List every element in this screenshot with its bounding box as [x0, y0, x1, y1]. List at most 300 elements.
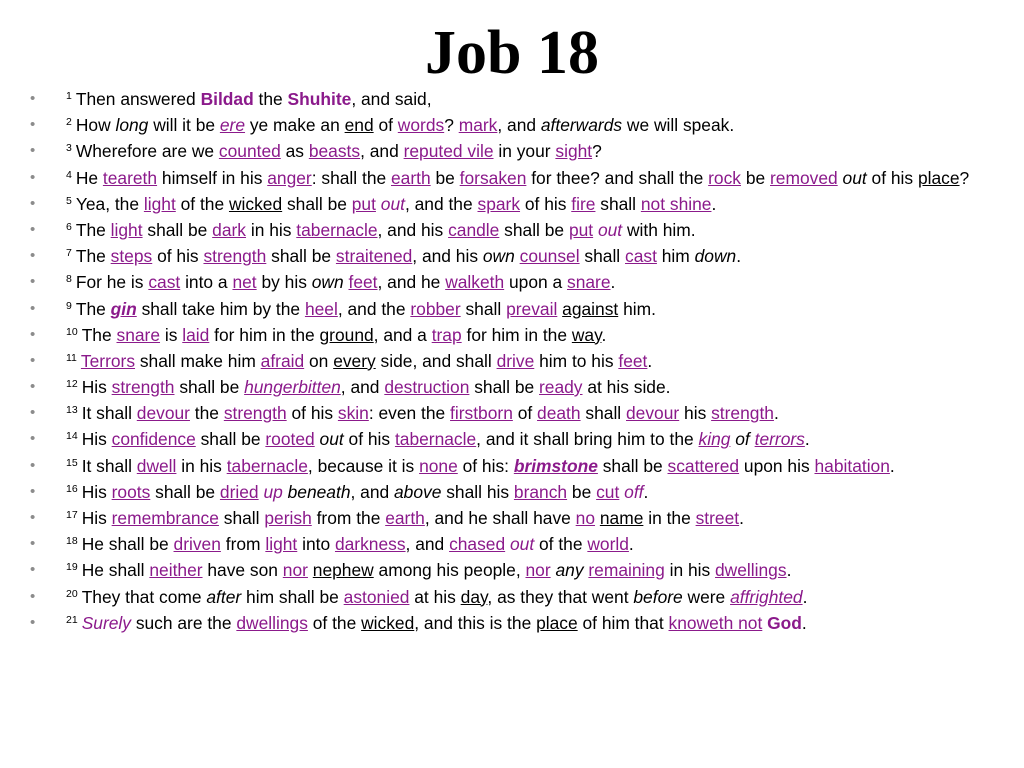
verse-number: 21 — [66, 613, 78, 626]
verse-text: of — [735, 429, 750, 450]
word-link[interactable]: strength — [223, 403, 287, 424]
verse-text: such are the — [130, 612, 237, 633]
word-link[interactable]: light — [110, 219, 143, 240]
word-link[interactable]: chased — [449, 534, 506, 555]
verse-text: shall — [579, 246, 626, 267]
verse-text: Shuhite — [287, 89, 352, 109]
word-link[interactable]: rock — [708, 167, 741, 188]
bullet-icon: • — [30, 273, 36, 291]
verse-text: . — [802, 586, 808, 607]
verse-item — [30, 351, 998, 372]
verse-item — [30, 587, 998, 608]
verse-text: at his — [409, 586, 461, 607]
verse-text: for him in the — [461, 324, 572, 345]
bullet-icon: • — [30, 194, 36, 212]
verse-text: name — [599, 508, 644, 528]
verse-text: shall be — [142, 219, 213, 240]
verse-text: own — [482, 246, 515, 267]
verse-text: Surely — [81, 612, 131, 633]
word-link[interactable]: words — [397, 115, 445, 136]
verse-text: For he is — [75, 272, 149, 293]
word-link[interactable]: affrighted — [730, 586, 803, 607]
verse-text: . — [601, 324, 607, 345]
word-link[interactable]: put — [568, 219, 594, 240]
word-link[interactable]: none — [419, 455, 458, 476]
verse-text: , and — [405, 534, 450, 555]
verse-item — [30, 115, 998, 136]
verse-text: , and he — [377, 272, 446, 293]
word-link[interactable]: firstborn — [450, 403, 513, 424]
word-link[interactable]: death — [537, 403, 581, 424]
verse-text: shall be — [499, 219, 569, 240]
verse-text: ye make an — [245, 115, 345, 136]
verse-text: Wherefore are we — [75, 141, 219, 162]
verse-text: ground — [319, 324, 374, 345]
verse-text: . — [643, 481, 649, 502]
verse-text: of his — [152, 246, 204, 267]
verse-text: from the — [311, 508, 386, 528]
verse-text: . — [773, 403, 779, 424]
word-link[interactable]: dwellings — [236, 612, 308, 633]
verse-number: 7 — [66, 247, 72, 260]
verse-number: 17 — [66, 509, 78, 521]
verse-text: above — [394, 481, 442, 502]
verse-text: . — [628, 534, 634, 555]
verse-text: , and said, — [351, 89, 432, 109]
word-link[interactable]: hungerbitten — [244, 377, 341, 398]
verse-text: shall be — [469, 377, 539, 398]
verse-text: by his — [256, 272, 312, 293]
verse-item — [30, 299, 998, 320]
word-link[interactable]: devour — [136, 403, 190, 424]
word-link[interactable]: remembrance — [111, 508, 219, 528]
verse-text: of his — [520, 193, 572, 214]
verse-text: him — [656, 246, 695, 267]
verse-text: , and the — [404, 193, 478, 214]
verse-text: , and the — [337, 298, 411, 319]
verse-text: of his — [343, 429, 395, 450]
verse-text: out — [842, 167, 867, 188]
verse-text: He — [75, 167, 103, 188]
verse-text: , and his — [377, 219, 449, 240]
verse-text: beneath — [287, 481, 351, 502]
verse-text: at his side. — [582, 377, 671, 398]
verse-text: upon his — [739, 455, 815, 476]
word-link[interactable]: dwellings — [715, 560, 787, 581]
verse-text: , and — [360, 141, 404, 162]
verse-text: place — [917, 167, 960, 188]
verse-text: out — [597, 219, 623, 240]
verse-number: 19 — [66, 561, 78, 574]
word-link[interactable]: perish — [264, 508, 312, 528]
word-link[interactable]: earth — [385, 508, 425, 528]
verse-text: . — [647, 350, 653, 371]
verse-item — [30, 168, 998, 189]
word-link[interactable]: king — [698, 429, 731, 450]
word-link[interactable]: laid — [182, 324, 210, 345]
word-link[interactable]: snare — [116, 324, 161, 345]
word-link[interactable]: reputed vile — [403, 141, 494, 162]
verse-text: end — [344, 115, 374, 136]
verse-text: of — [512, 403, 538, 424]
verse-number: 9 — [66, 299, 72, 312]
word-link[interactable]: tabernacle — [296, 219, 378, 240]
word-link[interactable]: dwell — [136, 455, 177, 476]
word-link[interactable]: habitation — [814, 455, 890, 476]
verse-number: 2 — [66, 116, 72, 129]
word-link[interactable]: gin — [110, 298, 137, 319]
verse-number: 16 — [66, 482, 78, 495]
verse-text: into a — [180, 272, 233, 293]
word-link[interactable]: remaining — [588, 560, 665, 581]
verse-text: ? — [444, 115, 459, 136]
verse-item — [30, 403, 998, 424]
verse-text: They that come — [81, 586, 207, 607]
verse-text: : shall the — [311, 167, 392, 188]
verse-item — [30, 482, 998, 503]
word-link[interactable]: cast — [148, 272, 181, 293]
verse-text: were — [682, 586, 731, 607]
word-link[interactable]: light — [265, 534, 298, 555]
verse-text: shall — [218, 508, 265, 528]
word-link[interactable]: counted — [218, 141, 281, 162]
bullet-icon: • — [30, 90, 36, 107]
verse-text: in your — [493, 141, 556, 162]
verse-text: He shall be — [81, 534, 174, 555]
verse-item — [30, 429, 998, 450]
verse-item — [30, 89, 998, 110]
verse-text: shall be — [195, 429, 266, 450]
word-link[interactable]: candle — [448, 219, 500, 240]
word-link[interactable]: steps — [110, 246, 153, 267]
word-link[interactable]: Terrors — [80, 350, 136, 371]
verse-text: him to his — [534, 350, 619, 371]
word-link[interactable]: mark — [458, 115, 498, 136]
verse-text: , and — [497, 115, 541, 136]
verse-number: 6 — [66, 220, 72, 233]
word-link[interactable]: tabernacle — [394, 429, 477, 450]
word-link[interactable]: cut — [596, 481, 620, 502]
verse-text: of the — [307, 612, 362, 633]
verse-text: of him that — [577, 612, 669, 633]
bullet-icon: • — [30, 351, 36, 369]
verse-text: have son — [202, 560, 283, 581]
verse-text: him shall be — [241, 586, 344, 607]
verse-text: shall — [595, 193, 641, 214]
verse-text: before — [633, 586, 683, 607]
bullet-icon: • — [30, 509, 36, 526]
word-link[interactable]: removed — [770, 167, 838, 188]
word-link[interactable]: destruction — [384, 377, 470, 398]
word-link[interactable]: driven — [173, 534, 221, 555]
bullet-icon: • — [30, 561, 36, 579]
verse-text: , and his — [412, 246, 483, 267]
word-link[interactable]: afraid — [260, 350, 305, 371]
word-link[interactable]: forsaken — [459, 167, 527, 188]
verse-text: among his people, — [373, 560, 526, 581]
verse-text: from — [220, 534, 266, 555]
verse-text: wicked — [361, 612, 415, 633]
word-link[interactable]: nor — [282, 560, 308, 581]
verse-text: way — [571, 324, 602, 345]
verse-text: , as they that went — [487, 586, 634, 607]
verse-text: wicked — [228, 193, 283, 214]
verse-text: of his — [866, 167, 918, 188]
verse-text: shall — [460, 298, 507, 319]
verse-text: in his — [176, 455, 227, 476]
verse-text: place — [536, 612, 578, 633]
verse-number: 13 — [66, 404, 78, 417]
word-link[interactable]: feet — [618, 350, 648, 371]
bullet-icon: • — [30, 587, 36, 605]
word-link[interactable]: net — [232, 272, 257, 293]
word-link[interactable]: strength — [203, 246, 267, 267]
verse-item — [30, 508, 998, 529]
verse-text: God — [767, 612, 802, 633]
verse-text: . — [610, 272, 616, 293]
bullet-icon: • — [30, 535, 36, 553]
word-link[interactable]: neither — [149, 560, 203, 581]
verse-text: . — [739, 508, 744, 528]
verse-text: ? — [592, 141, 602, 162]
word-link[interactable]: world — [587, 534, 629, 555]
word-link[interactable]: darkness — [334, 534, 406, 555]
word-link[interactable]: roots — [111, 481, 151, 502]
word-link[interactable]: drive — [496, 350, 535, 371]
verse-text: His — [81, 377, 112, 398]
verse-text: into — [297, 534, 335, 555]
word-link[interactable]: skin — [337, 403, 369, 424]
verse-text: shall make him — [135, 350, 261, 371]
verse-text: . — [889, 455, 895, 476]
word-link[interactable]: counsel — [519, 246, 580, 267]
verse-text: is — [160, 324, 183, 345]
verse-text: shall his — [441, 481, 514, 502]
word-link[interactable]: trap — [431, 324, 462, 345]
verse-text: He shall — [81, 560, 150, 581]
verse-item — [30, 141, 998, 162]
verse-text: after — [206, 586, 242, 607]
bullet-icon: • — [30, 220, 36, 238]
word-link[interactable]: terrors — [754, 429, 805, 450]
verse-text: up — [263, 481, 283, 502]
bullet-icon: • — [30, 142, 36, 160]
verse-text: , and this is the — [414, 612, 537, 633]
word-link[interactable]: light — [143, 193, 176, 214]
verse-text: be — [567, 481, 597, 502]
verse-text: , and — [350, 481, 395, 502]
word-link[interactable]: dried — [219, 481, 259, 502]
verse-text: out — [509, 534, 535, 555]
verse-text: . — [804, 429, 810, 450]
verse-text: for thee? and shall the — [526, 167, 709, 188]
word-link[interactable]: earth — [391, 167, 431, 188]
verse-text: , because it is — [307, 455, 420, 476]
verse-number: 11 — [66, 351, 77, 364]
verse-text: the — [189, 403, 224, 424]
verse-text: the — [253, 89, 288, 109]
word-link[interactable]: tabernacle — [226, 455, 308, 476]
bullet-icon: • — [30, 613, 36, 631]
bullet-icon: • — [30, 482, 36, 500]
verse-number: 18 — [66, 535, 78, 548]
verse-number: 12 — [66, 378, 78, 391]
verse-text: shall be — [174, 377, 245, 398]
word-link[interactable]: prevail — [506, 298, 558, 319]
verse-text: afterwards — [540, 115, 623, 136]
word-link[interactable]: ready — [539, 377, 583, 398]
verse-number: 10 — [66, 325, 78, 338]
word-link[interactable]: snare — [567, 272, 611, 293]
word-link[interactable]: devour — [626, 403, 680, 424]
verse-item — [30, 534, 998, 555]
verse-text: shall be — [597, 455, 668, 476]
verse-item — [30, 220, 998, 241]
verse-text: in his — [246, 219, 297, 240]
verse-text: for him in the — [209, 324, 320, 345]
verse-text: we will speak. — [622, 115, 735, 136]
verse-text: . — [711, 193, 717, 214]
verse-text: , and it shall bring him to the — [476, 429, 699, 450]
bullet-icon: • — [30, 116, 36, 134]
word-link[interactable]: strength — [711, 403, 774, 424]
verse-number: 15 — [66, 456, 78, 469]
verse-number: 5 — [66, 194, 72, 207]
verse-text: of the — [175, 193, 229, 214]
bullet-icon: • — [30, 378, 36, 396]
verse-text: of — [373, 115, 398, 136]
verse-text: any — [555, 560, 584, 581]
verse-text: . — [786, 560, 792, 581]
word-link[interactable]: no — [575, 508, 596, 528]
verse-text: will it be — [148, 115, 220, 136]
verse-number: 4 — [66, 168, 72, 181]
verse-text: , and he shall have — [424, 508, 576, 528]
verse-text: The — [75, 246, 111, 267]
verse-text: . — [801, 612, 807, 633]
bullet-icon: • — [30, 325, 36, 343]
word-link[interactable]: fire — [571, 193, 596, 214]
verse-text: with him. — [622, 219, 696, 240]
verse-text: His — [81, 508, 112, 528]
verse-text: of the — [534, 534, 588, 555]
verse-text: shall take him by the — [136, 298, 305, 319]
verse-text: out — [380, 193, 405, 214]
verse-text: himself in his — [157, 167, 268, 188]
verse-item — [30, 377, 998, 398]
verse-list — [30, 89, 998, 639]
word-link[interactable]: astonied — [343, 586, 410, 607]
word-link[interactable]: beasts — [308, 141, 361, 162]
verse-number: 8 — [66, 273, 72, 286]
verse-number: 1 — [66, 90, 72, 102]
verse-text: upon a — [504, 272, 568, 293]
verse-text: ? — [959, 167, 970, 188]
verse-text: long — [115, 115, 149, 136]
verse-text: in his — [664, 560, 716, 581]
verse-text: be — [741, 167, 771, 188]
bullet-icon: • — [30, 404, 36, 422]
verse-text: him. — [618, 298, 656, 319]
verse-text: The — [81, 324, 117, 345]
word-link[interactable]: walketh — [445, 272, 505, 293]
verse-text: The — [75, 298, 111, 319]
word-link[interactable]: feet — [348, 272, 378, 293]
word-link[interactable]: robber — [410, 298, 461, 319]
verse-text: , and — [340, 377, 385, 398]
page-title: Job 18 — [425, 19, 599, 87]
word-link[interactable]: sight — [555, 141, 593, 162]
verse-text: , and a — [373, 324, 432, 345]
verse-text: His — [81, 481, 112, 502]
verse-text: every — [333, 350, 376, 371]
word-link[interactable]: anger — [267, 167, 312, 188]
word-link[interactable]: knoweth not — [668, 612, 763, 633]
verse-text: shall be — [150, 481, 220, 502]
verse-item — [30, 246, 998, 267]
verse-text: down — [694, 246, 737, 267]
verse-item — [30, 456, 998, 477]
verse-text: as — [280, 141, 309, 162]
verse-text: It shall — [81, 455, 137, 476]
verse-item — [30, 325, 998, 346]
verse-text: shall — [580, 403, 627, 424]
verse-text: out — [319, 429, 344, 450]
verse-text: Yea, the — [75, 193, 144, 214]
word-link[interactable]: rooted — [265, 429, 315, 450]
verse-text: be — [430, 167, 460, 188]
word-link[interactable]: nor — [525, 560, 551, 581]
verse-text: His — [81, 429, 112, 450]
word-link[interactable]: teareth — [102, 167, 158, 188]
word-link[interactable]: put — [351, 193, 376, 214]
word-link[interactable]: dark — [212, 219, 247, 240]
verse-text: in the — [643, 508, 696, 528]
verse-text: of his — [286, 403, 338, 424]
word-link[interactable]: brimstone — [513, 455, 598, 476]
verse-text: side, and shall — [375, 350, 497, 371]
verse-text: his — [679, 403, 712, 424]
verse-item — [30, 560, 998, 581]
verse-text: It shall — [81, 403, 137, 424]
word-link[interactable]: ere — [219, 115, 246, 136]
verse-number: 20 — [66, 587, 78, 600]
word-link[interactable]: heel — [304, 298, 338, 319]
bullet-icon: • — [30, 430, 36, 448]
verse-text: The — [75, 219, 111, 240]
word-link[interactable]: confidence — [111, 429, 196, 450]
word-link[interactable]: scattered — [667, 455, 740, 476]
verse-item — [30, 194, 998, 215]
word-link[interactable]: not shine — [640, 193, 712, 214]
word-link[interactable]: street — [695, 508, 740, 528]
word-link[interactable]: strength — [111, 377, 175, 398]
verse-number: 3 — [66, 142, 72, 155]
word-link[interactable]: cast — [625, 246, 657, 267]
verse-text: Then answered — [75, 89, 201, 109]
verse-item — [30, 613, 998, 634]
verse-text: Bildad — [200, 89, 254, 109]
bullet-icon: • — [30, 456, 36, 474]
word-link[interactable]: straitened — [335, 246, 413, 267]
verse-text: day — [460, 586, 488, 607]
word-link[interactable]: branch — [513, 481, 568, 502]
word-link[interactable]: spark — [477, 193, 521, 214]
verse-text: nephew — [312, 560, 374, 581]
verse-text: against — [562, 298, 619, 319]
verse-text: How — [75, 115, 116, 136]
verse-text: on — [304, 350, 334, 371]
